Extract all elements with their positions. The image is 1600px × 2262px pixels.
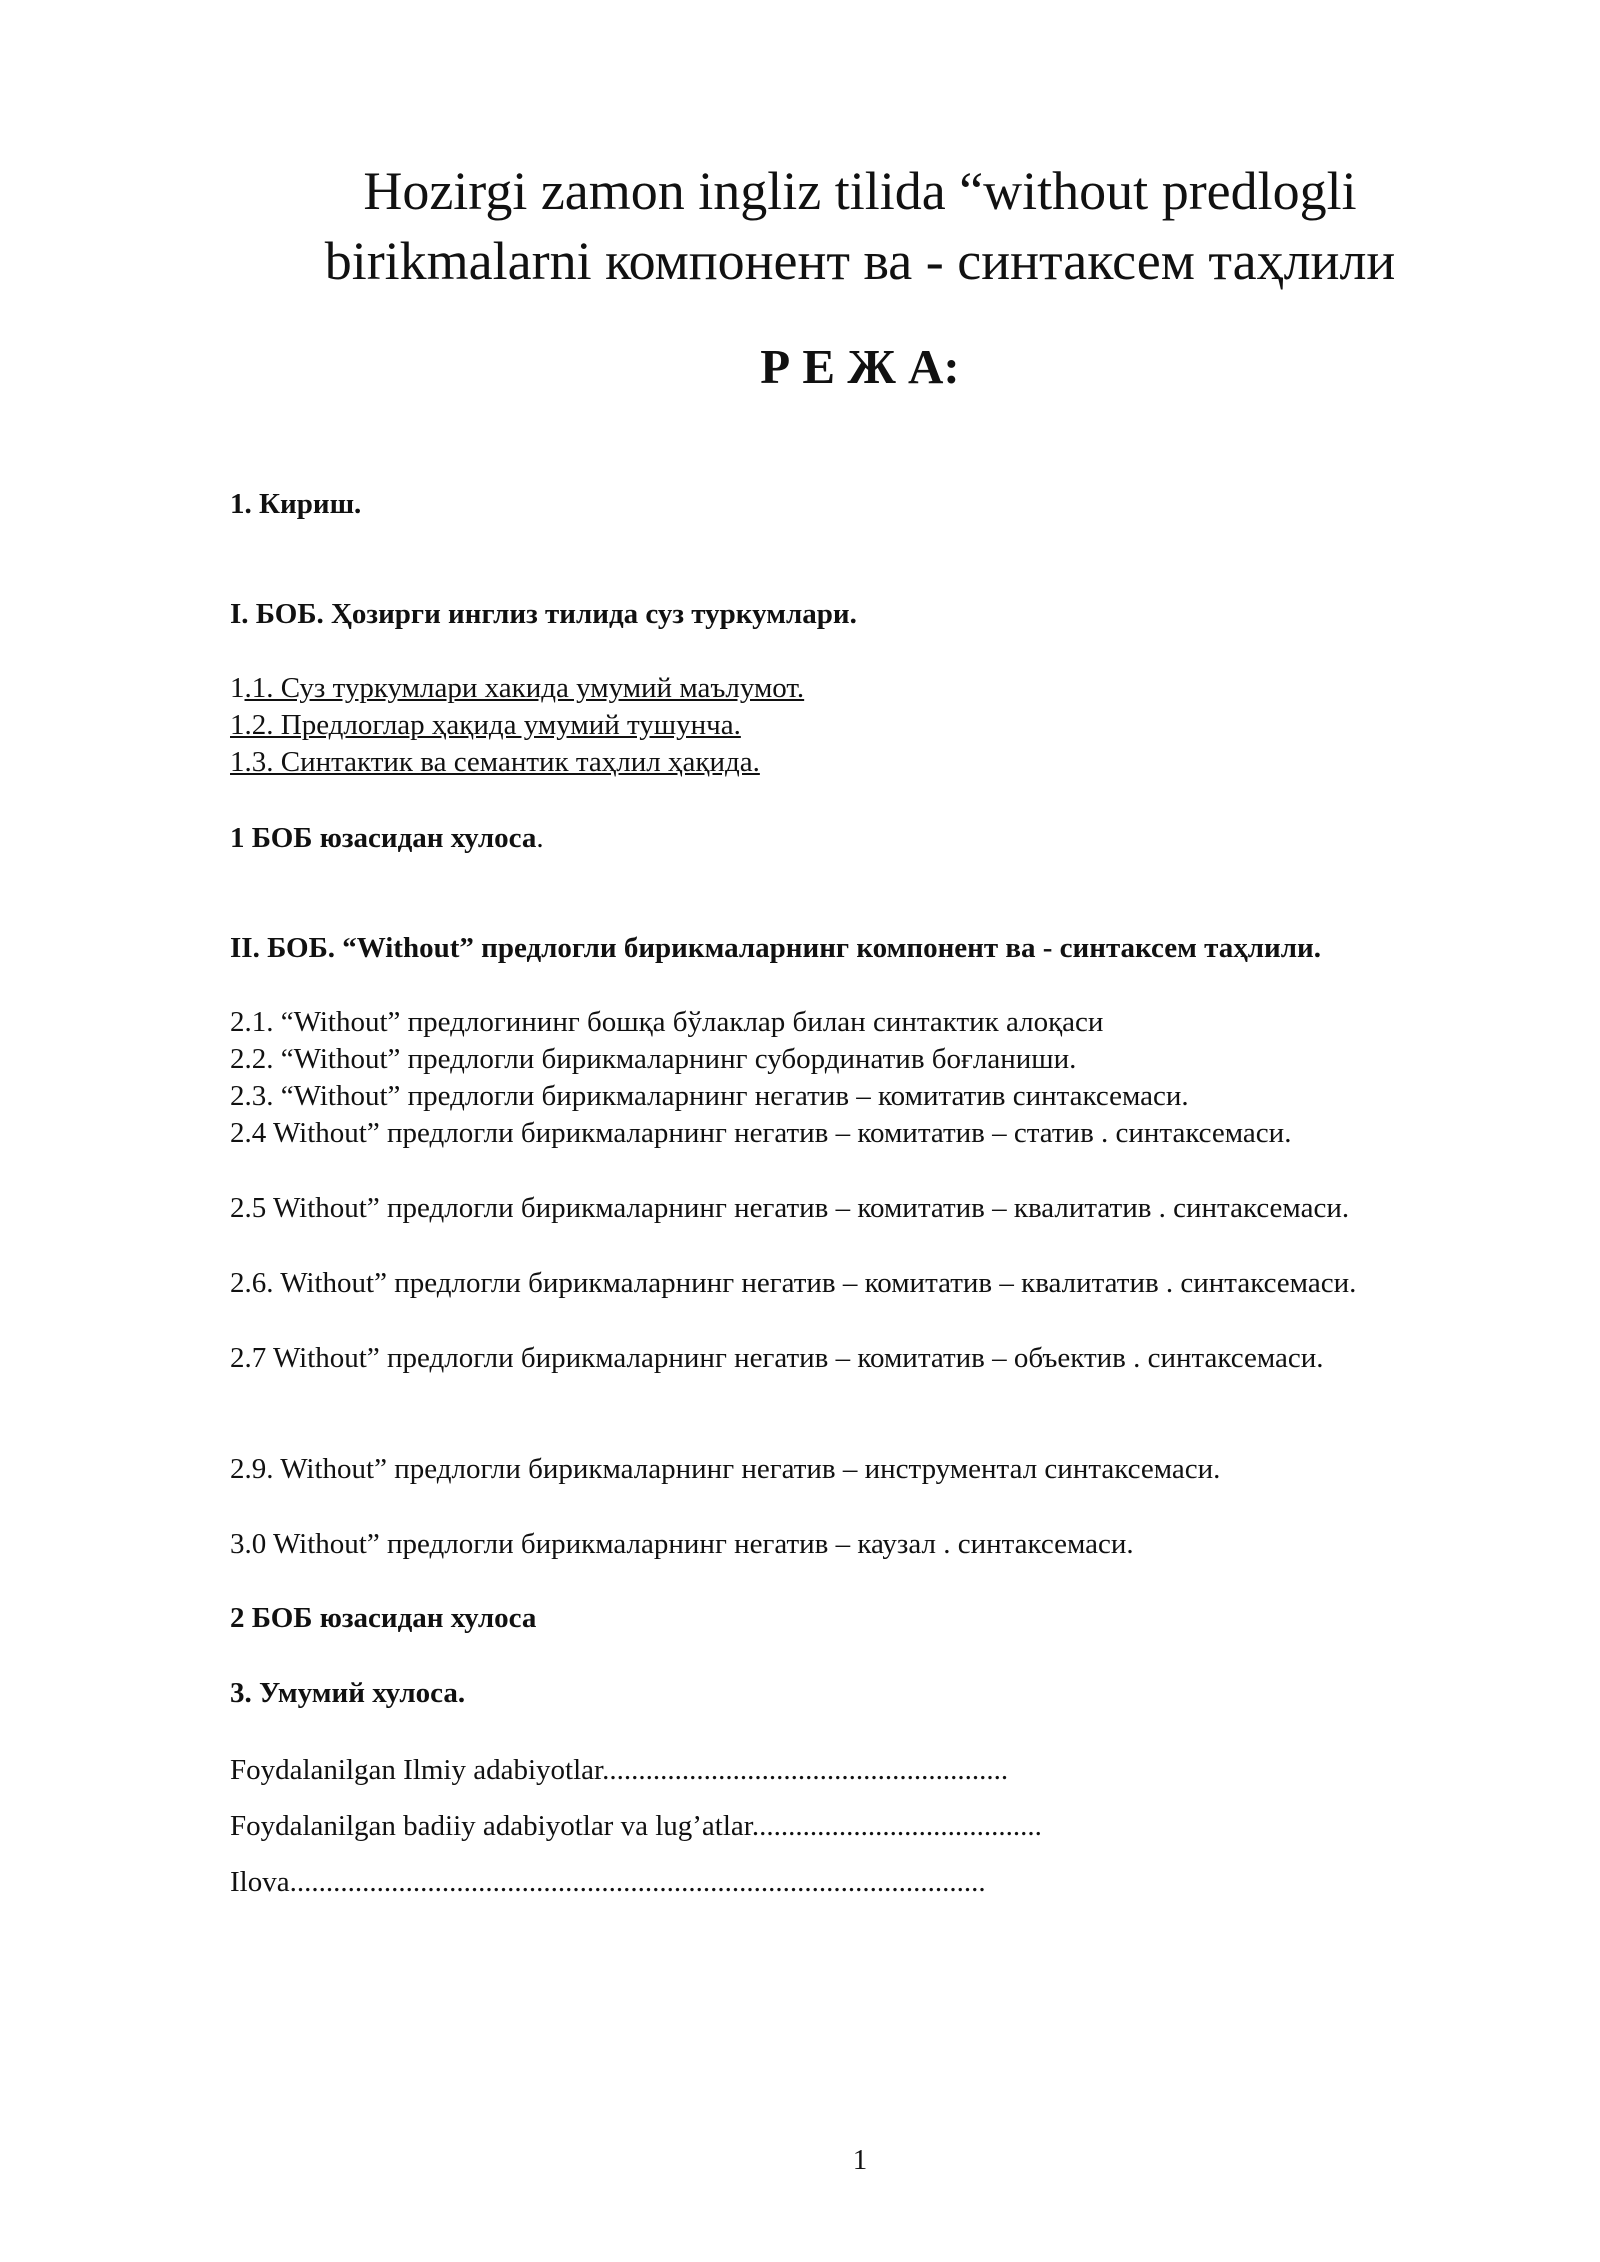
plan-heading: Р Е Ж А:: [760, 339, 960, 394]
chapter2-item-5: 2.5 Without” предлогли бирикмаларнинг негатив – комитатив – квалитатив . синтаксемаси.: [230, 1192, 1350, 1224]
document-title: [230, 156, 1490, 296]
title-line-2: birikmalarni компонент ва - синтаксем таҳлили: [324, 231, 1396, 291]
intro-item: 1. Кириш.: [230, 488, 362, 520]
chapter2-item-8: 2.9. Without” предлогли бирикмаларнинг негатив – инструментал синтаксемаси.: [230, 1453, 1221, 1485]
references-scientific: Foydalanilgan Ilmiy adabiyotlar........................................................: [230, 1754, 1009, 1786]
references-literary: Foydalanilgan badiiy adabiyotlar va lug’atlar........................................: [230, 1810, 1042, 1842]
chapter2-item-3: 2.3. “Without” предлогли бирикмаларнинг негатив – комитатив синтаксемаси.: [230, 1080, 1189, 1112]
chapter1-item-3: 1.3. Синтактик ва семантик таҳлил ҳақида.: [230, 746, 760, 778]
chapter2-item-4: 2.4 Without” предлогли бирикмаларнинг негатив – комитатив – статив . синтаксемаси.: [230, 1117, 1292, 1149]
page-number: 1: [852, 2144, 868, 2176]
chapter2-item-7: 2.7 Without” предлогли бирикмаларнинг негатив – комитатив – объектив . синтаксемаси.: [230, 1342, 1324, 1374]
general-conclusion: 3. Умумий хулоса.: [230, 1677, 466, 1709]
chapter2-item-6: 2.6. Without” предлогли бирикмаларнинг негатив – комитатив – квалитатив . синтаксемаси.: [230, 1267, 1357, 1299]
chapter1-heading: I. БОБ. Ҳозирги инглиз тилида суз туркумлари.: [230, 598, 857, 630]
title-line-1: Hozirgi zamon ingliz tilida “without predlogli: [363, 161, 1357, 221]
chapter2-item-9: 3.0 Without” предлогли бирикмаларнинг негатив – каузал . синтаксемаси.: [230, 1528, 1134, 1560]
chapter1-item-1-text: .1. Суз туркумлари хакида умумий маълумот.: [244, 672, 805, 704]
chapter2-item-1: 2.1. “Without” предлогининг бошқа бўлаклар билан синтактик алоқаси: [230, 1006, 1104, 1038]
appendix: Ilova................................................................................................: [230, 1866, 986, 1898]
chapter1-conclusion-period: .: [536, 822, 544, 854]
chapter1-item-1: [230, 670, 804, 706]
chapter1-conclusion-text: 1 БОБ юзасидан хулоса: [230, 822, 537, 854]
chapter2-conclusion: 2 БОБ юзасидан хулоса: [230, 1602, 537, 1634]
chapter1-conclusion: [230, 820, 544, 856]
chapter2-item-2: 2.2. “Without” предлогли бирикмаларнинг субординатив боғланиши.: [230, 1043, 1077, 1075]
chapter2-heading: II. БОБ. “Without” предлогли бирикмаларнинг компонент ва - синтаксем таҳлили.: [230, 932, 1321, 964]
chapter1-item-2: 1.2. Предлоглар ҳақида умумий тушунча.: [230, 709, 741, 741]
chapter1-item-1-prefix: 1: [230, 672, 245, 704]
